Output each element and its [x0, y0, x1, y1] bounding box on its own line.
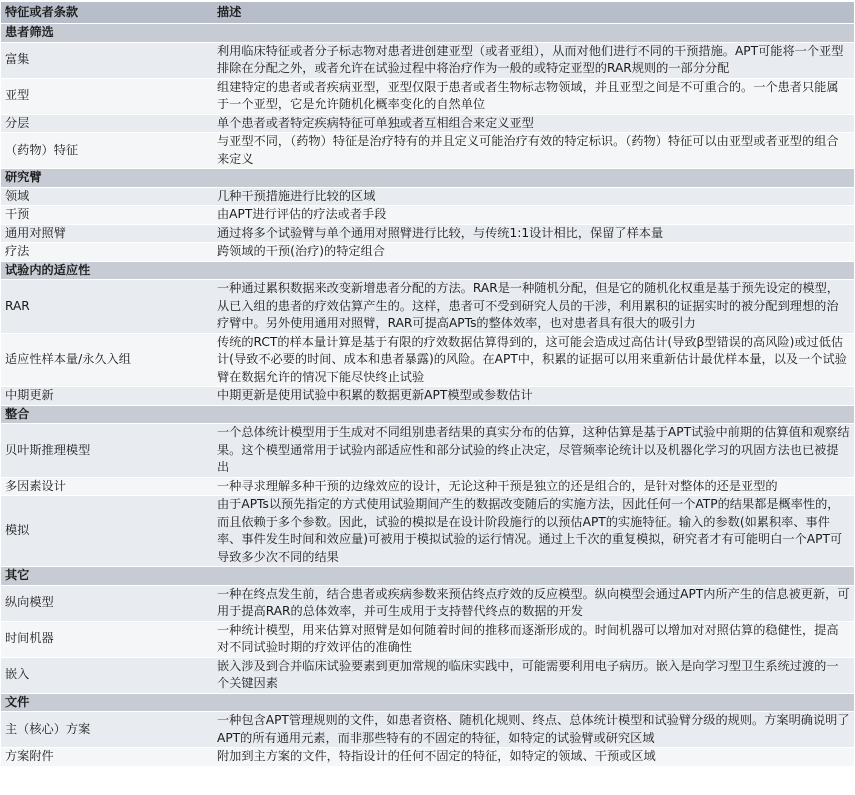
term-cell: 时间机器 [1, 621, 213, 657]
description-cell: 一种寻求理解多种干预的边缘效应的设计，无论这种干预是独立的还是组合的，是针对整体的还是亚型的 [213, 477, 854, 496]
term-cell: 中期更新 [1, 387, 213, 406]
term-cell: 亚型 [1, 78, 213, 114]
section-row [1, 405, 854, 424]
term-cell: （药物）特征 [1, 133, 213, 169]
table-row [1, 114, 854, 133]
term-cell: 主（核心）方案 [1, 712, 213, 748]
term-cell: 方案附件 [1, 748, 213, 766]
description-cell: 一种通过累积数据来改变新增患者分配的方法。RAR是一种随机分配，但是它的随机化权重是基于预先设定的模型，从已入组的患者的疗效估算产生的。这样，患者可不受到研究人员的干涉，利用累积的证据实时的被分配到理想的治疗臂中。另外使用通用对照臂，RAR可提高APTs的整体效率，也对患者具有很大的吸引力 [213, 280, 854, 334]
description-cell: 与亚型不同，（药物）特征是治疗特有的并且定义可能治疗有效的特定标识。（药物）特征可以由亚型或者亚型的组合来定义 [213, 133, 854, 169]
glossary-table [1, 1, 854, 766]
description-cell: 由于APTs以预先指定的方式使用试验期间产生的数据改变随后的实施方法，因此任何一个ATP的结果都是概率性的，而且依赖于多个参数。因此，试验的模拟是在设计阶段施行的以预估APT的实施特征。输入的参数(如累积率、事件率、事件发生时间和效应量)可被用于模拟试验的运行情况。通过上千次的重复模拟，研究者才有可能明白一个APT可导致多少次不同的结果 [213, 496, 854, 567]
section-title: 整合 [1, 405, 213, 424]
section-spacer [213, 693, 854, 712]
description-cell: 一个总体统计模型用于生成对不同组别患者结果的真实分布的估算，这种估算是基于APT试验中前期的估算值和观察结果。这个模型通常用于试验内部适应性和部分试验的终止决定，尽管频率论统计以及机器化学习的巩固方法也已被提出 [213, 424, 854, 478]
description-cell: 几种干预措施进行比较的区域 [213, 187, 854, 206]
table-body [1, 24, 854, 766]
section-title: 试验内的适应性 [1, 261, 213, 280]
term-cell: 干预 [1, 206, 213, 225]
header-term: 特征或者条款 [1, 2, 213, 24]
term-cell: 嵌入 [1, 657, 213, 693]
table-row [1, 78, 854, 114]
section-spacer [213, 24, 854, 43]
description-cell: 传统的RCT的样本量计算是基于有限的疗效数据估算得到的，这可能会造成过高估计(导致β型错误的高风险)或过低估计(导致不必要的时间、成本和患者暴露)的风险。在APT中，积累的证据可以用来重新估计最优样本量，以及一个试验臂在数据允许的情况下能尽快终止试验 [213, 333, 854, 387]
table-row [1, 424, 854, 478]
term-cell: 贝叶斯推理模型 [1, 424, 213, 478]
table-row [1, 243, 854, 262]
term-cell: 疗法 [1, 243, 213, 262]
section-spacer [213, 169, 854, 188]
table-row [1, 585, 854, 621]
term-cell: RAR [1, 280, 213, 334]
term-cell: 领域 [1, 187, 213, 206]
section-title: 研究臂 [1, 169, 213, 188]
table-row [1, 187, 854, 206]
table-row [1, 42, 854, 78]
table-row [1, 712, 854, 748]
description-cell: 嵌入涉及到合并临床试验要素到更加常规的临床实践中，可能需要利用电子病历。嵌入是向学习型卫生系统过渡的一个关键因素 [213, 657, 854, 693]
table-header-row [1, 2, 854, 24]
term-cell: 模拟 [1, 496, 213, 567]
term-cell: 多因素设计 [1, 477, 213, 496]
table-row [1, 387, 854, 406]
description-cell: 附加到主方案的文件，特指设计的任何不固定的特征，如特定的领域、干预或区域 [213, 748, 854, 766]
header-description: 描述 [213, 2, 854, 24]
table-row [1, 477, 854, 496]
description-cell: 由APT进行评估的疗法或者手段 [213, 206, 854, 225]
table-row [1, 280, 854, 334]
table-row [1, 333, 854, 387]
description-cell: 利用临床特征或者分子标志物对患者进创建亚型（或者亚组），从而对他们进行不同的干预措施。APT可能将一个亚型排除在分配之外，或者允许在试验过程中将治疗作为一般的或特定亚型的RAR规则的一部分分配 [213, 42, 854, 78]
description-cell: 单个患者或者特定疾病特征可单独或者互相组合来定义亚型 [213, 114, 854, 133]
table-row [1, 133, 854, 169]
section-row [1, 169, 854, 188]
table-row [1, 224, 854, 243]
section-title: 患者筛选 [1, 24, 213, 43]
term-cell: 分层 [1, 114, 213, 133]
description-cell: 一种包含APT管理规则的文件，如患者资格、随机化规则、终点、总体统计模型和试验臂分级的规则。方案明确说明了APT的所有通用元素，而非那些特有的不固定的特征，如特定的试验臂或研究区域 [213, 712, 854, 748]
table-row [1, 621, 854, 657]
section-spacer [213, 261, 854, 280]
term-cell: 纵向模型 [1, 585, 213, 621]
term-cell: 富集 [1, 42, 213, 78]
table-row [1, 206, 854, 225]
description-cell: 通过将多个试验臂与单个通用对照臂进行比较，与传统1:1设计相比，保留了样本量 [213, 224, 854, 243]
section-row [1, 261, 854, 280]
table-row [1, 657, 854, 693]
description-cell: 跨领域的干预(治疗)的特定组合 [213, 243, 854, 262]
section-row [1, 693, 854, 712]
section-title: 文件 [1, 693, 213, 712]
term-cell: 通用对照臂 [1, 224, 213, 243]
section-row [1, 567, 854, 586]
section-row [1, 24, 854, 43]
term-cell: 适应性样本量/永久入组 [1, 333, 213, 387]
description-cell: 一种统计模型，用来估算对照臂是如何随着时间的推移而逐渐形成的。时间机器可以增加对对照估算的稳健性，提高对不同试验时期的疗效评估的准确性 [213, 621, 854, 657]
section-spacer [213, 405, 854, 424]
table-row [1, 496, 854, 567]
table-row [1, 748, 854, 766]
description-cell: 组建特定的患者或者疾病亚型，亚型仅限于患者或者生物标志物领域，并且亚型之间是不可重合的。一个患者只能属于一个亚型，它是允许随机化概率变化的自然单位 [213, 78, 854, 114]
section-spacer [213, 567, 854, 586]
section-title: 其它 [1, 567, 213, 586]
description-cell: 一种在终点发生前，结合患者或疾病参数来预估终点疗效的反应模型。纵向模型会通过APT内所产生的信息被更新，可用于提高RAR的总体效率，并可生成用于支持替代终点的数据的开发 [213, 585, 854, 621]
description-cell: 中期更新是使用试验中积累的数据更新APT模型或参数估计 [213, 387, 854, 406]
